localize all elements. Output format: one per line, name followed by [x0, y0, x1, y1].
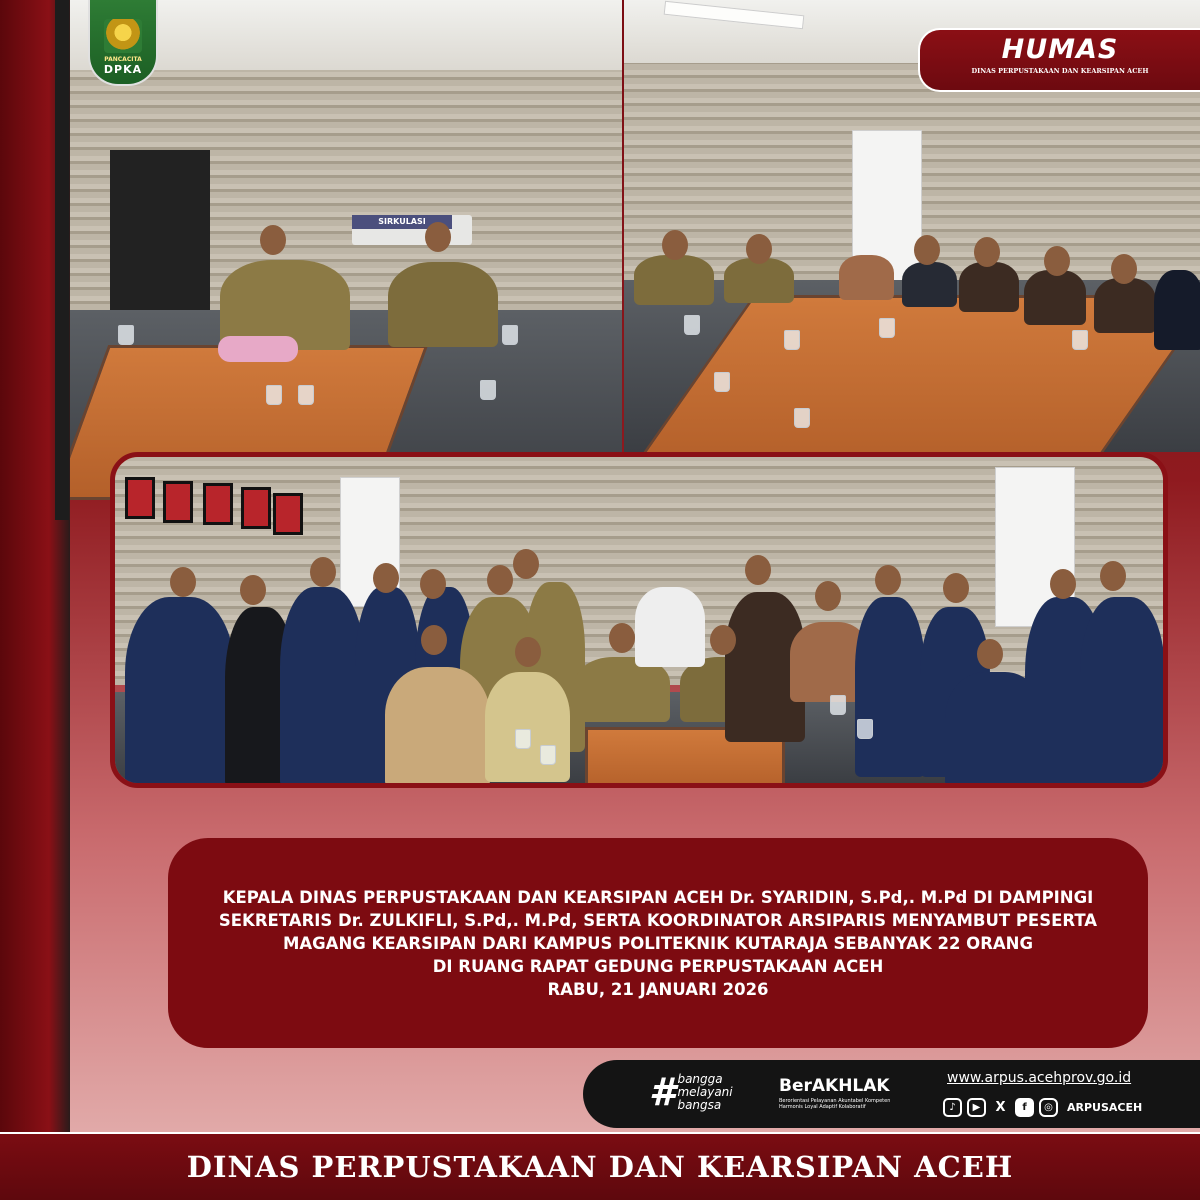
caption-line-1: KEPALA DINAS PERPUSTAKAAN DAN KEARSIPAN ACEH Dr. SYARIDIN, S.Pd,. M.Pd DI DAMPINGI [222, 887, 1094, 907]
berakhlak-sub-2: Harmonis Loyal Adaptif Kolaboratif [779, 1104, 866, 1110]
social-handle: ARPUSACEH [1067, 1101, 1143, 1114]
tagline-line-1: bangga [677, 1071, 723, 1086]
x-icon[interactable]: X [995, 1100, 1006, 1115]
sirkulasi-sign: SIRKULASI [352, 215, 452, 229]
berakhlak-title: BerAKHLAK [779, 1076, 890, 1096]
dpka-logo [88, 0, 158, 86]
photo-officials-meeting [70, 0, 622, 500]
youtube-icon[interactable]: ▶ [967, 1098, 986, 1117]
website-link[interactable]: www.arpus.acehprov.go.id [947, 1070, 1132, 1086]
left-dark-strip [55, 0, 69, 520]
caption-line-4: DI RUANG RAPAT GEDUNG PERPUSTAKAAN ACEH [432, 956, 884, 976]
caption-line-2: SEKRETARIS Dr. ZULKIFLI, S.Pd,. M.Pd, SERTA KOORDINATOR ARSIPARIS MENYAMBUT PESERTA [218, 910, 1098, 930]
caption-line-5: RABU, 21 JANUARI 2026 [547, 979, 769, 999]
aceh-emblem-icon [104, 19, 142, 53]
caption-box [168, 838, 1148, 1048]
hashtag-icon: # [649, 1070, 676, 1114]
caption-line-3: MAGANG KEARSIPAN DARI KAMPUS POLITEKNIK KUTARAJA SEBANYAK 22 ORANG [282, 933, 1034, 953]
social-links [943, 1098, 1142, 1117]
instagram-icon[interactable]: ◎ [1039, 1098, 1058, 1117]
humas-header [918, 28, 1200, 92]
berakhlak-logo [779, 1076, 909, 1110]
info-bar [583, 1060, 1200, 1128]
photo-group [110, 452, 1168, 788]
logo-text: DPKA [103, 63, 143, 76]
humas-subtitle: DINAS PERPUSTAKAAN DAN KEARSIPAN ACEH [971, 67, 1149, 75]
berakhlak-sub-1: Berorientasi Pelayanan Akuntabel Kompeten [779, 1098, 891, 1104]
tiktok-icon[interactable]: ♪ [943, 1098, 962, 1117]
tagline [649, 1070, 733, 1114]
tagline-line-3: bangsa [677, 1097, 722, 1112]
footer-title: DINAS PERPUSTAKAAN DAN KEARSIPAN ACEH [0, 1132, 1200, 1200]
tagline-line-2: melayani [677, 1084, 733, 1099]
logo-small-text: PANCACITA [104, 56, 142, 63]
facebook-icon[interactable]: f [1015, 1098, 1034, 1117]
humas-title: HUMAS [1001, 34, 1119, 65]
